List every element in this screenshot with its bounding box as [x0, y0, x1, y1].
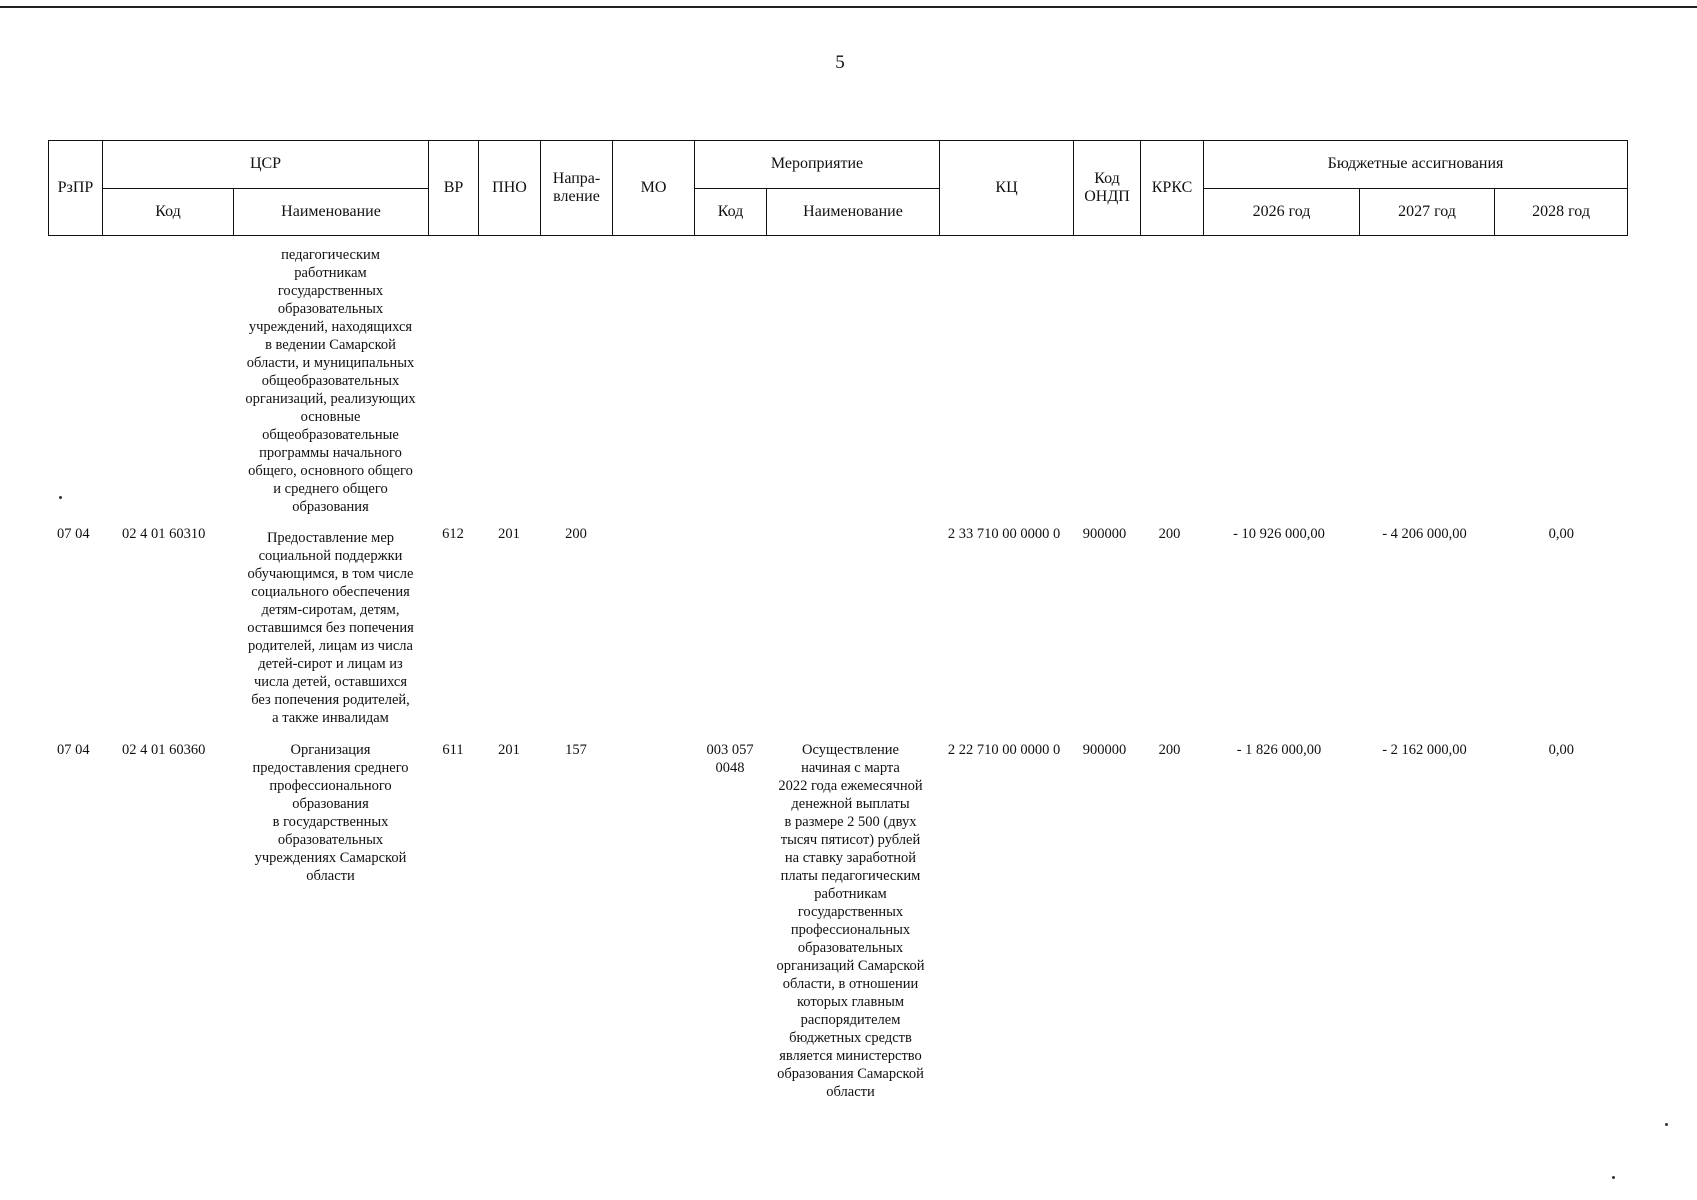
header-event-name: Наименование — [767, 188, 940, 236]
table-header — [48, 140, 1628, 236]
scan-speck — [1665, 1123, 1668, 1126]
row2-code: 02 4 01 60360 — [122, 742, 206, 758]
row2-vr: 611 — [442, 742, 464, 758]
header-event-code: Код — [695, 188, 767, 236]
header-mo: МО — [613, 141, 695, 236]
header-year-2027: 2027 год — [1360, 188, 1495, 236]
row1-code: 02 4 01 60310 — [122, 526, 206, 542]
row2-2026: - 1 826 000,00 — [1236, 742, 1322, 758]
top-rule — [0, 6, 1697, 8]
row2-name: Организация предоставления среднего профессионального образования в государственных образовательных учреждениях Самарской области — [252, 742, 409, 884]
row2-2027: - 2 162 000,00 — [1382, 742, 1467, 758]
header-kc: КЦ — [940, 141, 1074, 236]
header-ondp: Код ОНДП — [1074, 141, 1141, 236]
header-vr: ВР — [429, 141, 479, 236]
continuation-name: педагогическим работникам государственных образовательных учреждений, находящихся в ведении Самарской области, и муниципальных общеобразовательных организаций, реализующих основные общеобразовательные программы начального общего, основного общего и среднего общего образования — [245, 247, 416, 515]
header-krks: КРКС — [1141, 141, 1204, 236]
header-csr-code: Код — [103, 188, 234, 236]
scan-speck — [1612, 1176, 1615, 1179]
row1-rzpr: 07 04 — [57, 526, 90, 542]
header-csr-name: Наименование — [234, 188, 429, 236]
scan-speck — [59, 496, 62, 499]
header-budget: Бюджетные ассигнования — [1204, 141, 1628, 189]
header-csr: ЦСР — [103, 141, 429, 189]
row1-2027: - 4 206 000,00 — [1382, 526, 1467, 542]
header-pno: ПНО — [479, 141, 541, 236]
row2-pno: 201 — [498, 742, 520, 758]
row2-2028: 0,00 — [1548, 742, 1574, 758]
header-rzpr: РзПР — [49, 141, 103, 236]
row2-direction: 157 — [565, 742, 587, 758]
page-number: 5 — [835, 52, 845, 73]
row1-krks: 200 — [1158, 526, 1181, 542]
row1-vr: 612 — [442, 526, 464, 542]
row2-event-name: Осуществление начиная с марта 2022 года ежемесячной денежной выплаты в размере 2 500 (двух тысяч пятисот) рублей на ставку заработной платы педагогическим работникам государственных профессиональных образовательных организаций Самарской области, в отношении которых главным распорядителем бюджетных средств является министерство образования Самарской области — [776, 742, 925, 1100]
row1-direction: 200 — [565, 526, 587, 542]
row1-name: Предоставление мер социальной поддержки обучающимся, в том числе социального обеспечения детям-сиротам, детям, оставшимся без попечения родителей, лицам из числа детей-сирот и лицам из числа детей, оставшихся без попечения родителей, а также инвалидам — [247, 530, 414, 726]
row2-kc: 2 22 710 00 0000 0 — [947, 742, 1061, 758]
row1-2026: - 10 926 000,00 — [1233, 526, 1325, 542]
header-year-2026: 2026 год — [1204, 188, 1360, 236]
row2-event-code: 003 057 0048 — [706, 742, 754, 776]
header-event: Мероприятие — [695, 141, 940, 189]
header-year-2028: 2028 год — [1495, 188, 1628, 236]
row1-kc: 2 33 710 00 0000 0 — [947, 526, 1061, 542]
row1-2028: 0,00 — [1548, 526, 1574, 542]
row2-krks: 200 — [1158, 742, 1181, 758]
row2-ondp: 900000 — [1082, 742, 1127, 758]
row1-ondp: 900000 — [1082, 526, 1127, 542]
row1-pno: 201 — [498, 526, 520, 542]
header-direction: Напра- вление — [541, 141, 613, 236]
row2-rzpr: 07 04 — [57, 742, 90, 758]
